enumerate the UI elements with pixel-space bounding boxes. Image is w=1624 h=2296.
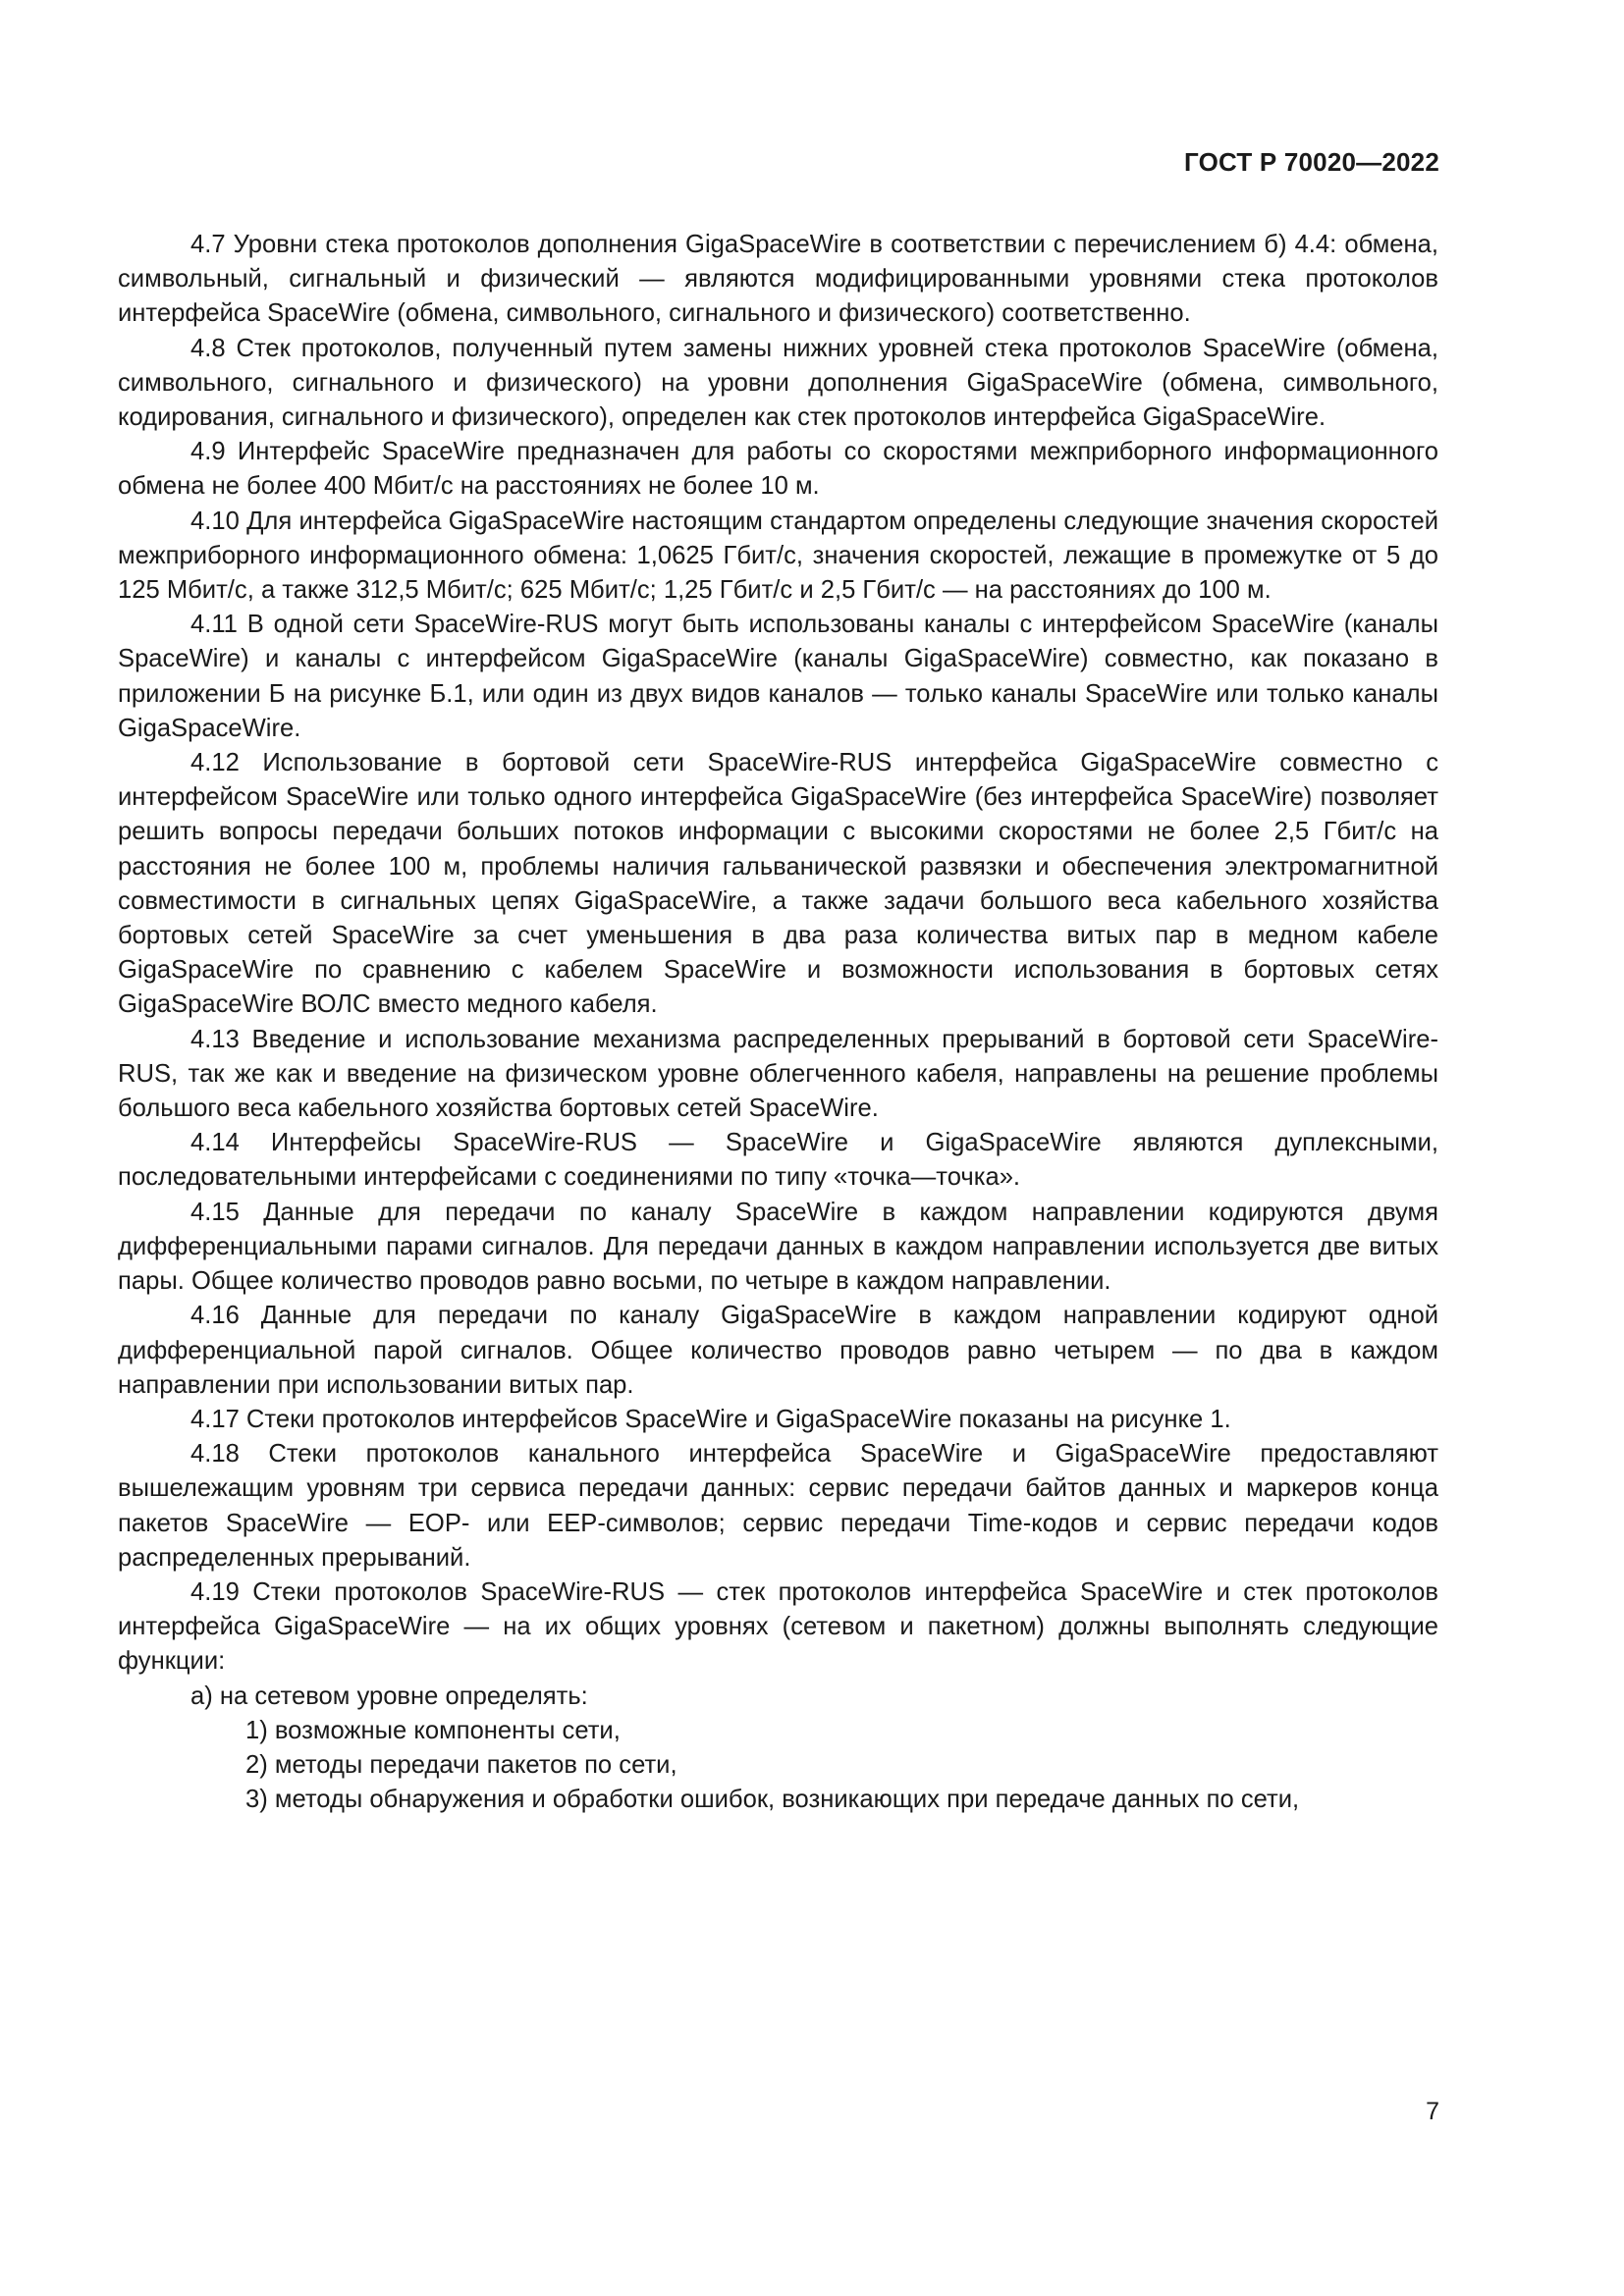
paragraph-4-16: 4.16 Данные для передачи по каналу GigaSpaceWire в каждом направлении кодируют одной дифференциальной парой сигналов. Общее количество проводов равно четырем — по два в каждом направлении при использовании витых пар. [118,1302,1438,1399]
paragraph-4-12: 4.12 Использование в бортовой сети SpaceWire-RUS интерфейса GigaSpaceWire совместно с интерфейсом SpaceWire или только одного интерфейса GigaSpaceWire (без интерфейса SpaceWire) позволяет решить вопросы передачи больших потоков информации с высокими скоростями не более 2,5 Гбит/с на расстояния не более 100 м, проблемы наличия гальванической развязки и обеспечения электромагнитной совместимости в сигнальных цепях GigaSpaceWire, а также задачи большого веса кабельного хозяйства бортовых сетей SpaceWire за счет уменьшения в два раза количества витых пар в медном кабеле GigaSpaceWire по сравнению с кабелем SpaceWire и возможности использования в бортовых сетях GigaSpaceWire ВОЛС вместо медного кабеля. [118,749,1438,1019]
paragraph-4-11: 4.11 В одной сети SpaceWire-RUS могут быть использованы каналы с интерфейсом SpaceWire (каналы SpaceWire) и каналы с интерфейсом GigaSpaceWire (каналы GigaSpaceWire) совместно, как показано в приложении Б на рисунке Б.1, или один из двух видов каналов — только каналы SpaceWire или только каналы GigaSpaceWire. [118,611,1438,742]
document-body [118,228,1438,1817]
paragraph-4-19: 4.19 Стеки протоколов SpaceWire-RUS — стек протоколов интерфейса SpaceWire и стек протоколов интерфейса GigaSpaceWire — на их общих уровнях (сетевом и пакетном) должны выполнять следующие функции: [118,1577,1438,1676]
paragraph-4-18: 4.18 Стеки протоколов канального интерфейса SpaceWire и GigaSpaceWire предоставляют вышележащим уровням три сервиса передачи данных: сервис передачи байтов данных и маркеров конца пакетов SpaceWire — EOP- или EEP-символов; сервис передачи Time-кодов и сервис передачи кодов распределенных прерываний. [118,1440,1438,1572]
paragraph-4-10: 4.10 Для интерфейса GigaSpaceWire настоящим стандартом определены следующие значения скоростей межприборного информационного обмена: 1,0625 Гбит/с, значения скоростей, лежащие в промежутке от 5 до 125 Мбит/с, а также 312,5 Мбит/с; 625 Мбит/с; 1,25 Гбит/с и 2,5 Гбит/с — на расстояниях до 100 м. [118,507,1438,605]
paragraph-4-8: 4.8 Стек протоколов, полученный путем замены нижних уровней стека протоколов SpaceWire (обмена, символьного, сигнального и физического) на уровни дополнения GigaSpaceWire (обмена, символьного, кодирования, сигнального и физического), определен как стек протоколов интерфейса GigaSpaceWire. [118,334,1438,432]
paragraph-4-15: 4.15 Данные для передачи по каналу SpaceWire в каждом направлении кодируются двумя дифференциальными парами сигналов. Для передачи данных в каждом направлении используется две витых пары. Общее количество проводов равно восьми, по четыре в каждом направлении. [118,1198,1438,1296]
paragraph-4-13: 4.13 Введение и использование механизма распределенных прерываний в бортовой сети SpaceWire-RUS, так же как и введение на физическом уровне облегченного кабеля, направлены на решение проблемы большого веса кабельного хозяйства бортовых сетей SpaceWire. [118,1025,1438,1123]
standard-header: ГОСТ Р 70020—2022 [1184,147,1439,177]
paragraph-4-14: 4.14 Интерфейсы SpaceWire-RUS — SpaceWire и GigaSpaceWire являются дуплексными, последовательными интерфейсами с соединениями по типу «точка—точка». [118,1129,1438,1192]
page-number: 7 [1426,2098,1439,2125]
paragraph-4-7: 4.7 Уровни стека протоколов дополнения GigaSpaceWire в соответствии с перечислением б) 4.4: обмена, символьный, сигнальный и физический — являются модифицированными уровнями стека протоколов интерфейса SpaceWire (обмена, символьного, сигнального и физического) соответственно. [118,231,1438,328]
list-item-2: 2) методы передачи пакетов по сети, [245,1750,677,1779]
list-item-1: 1) возможные компоненты сети, [245,1716,621,1744]
list-item-a: а) на сетевом уровне определять: [190,1682,588,1710]
paragraph-4-9: 4.9 Интерфейс SpaceWire предназначен для работы со скоростями межприборного информационного обмена не более 400 Мбит/с на расстояниях не более 10 м. [118,438,1438,501]
list-item-3: 3) методы обнаружения и обработки ошибок, возникающих при передаче данных по сети, [245,1786,1300,1814]
paragraph-4-17: 4.17 Стеки протоколов интерфейсов SpaceWire и GigaSpaceWire показаны на рисунке 1. [190,1405,1231,1433]
